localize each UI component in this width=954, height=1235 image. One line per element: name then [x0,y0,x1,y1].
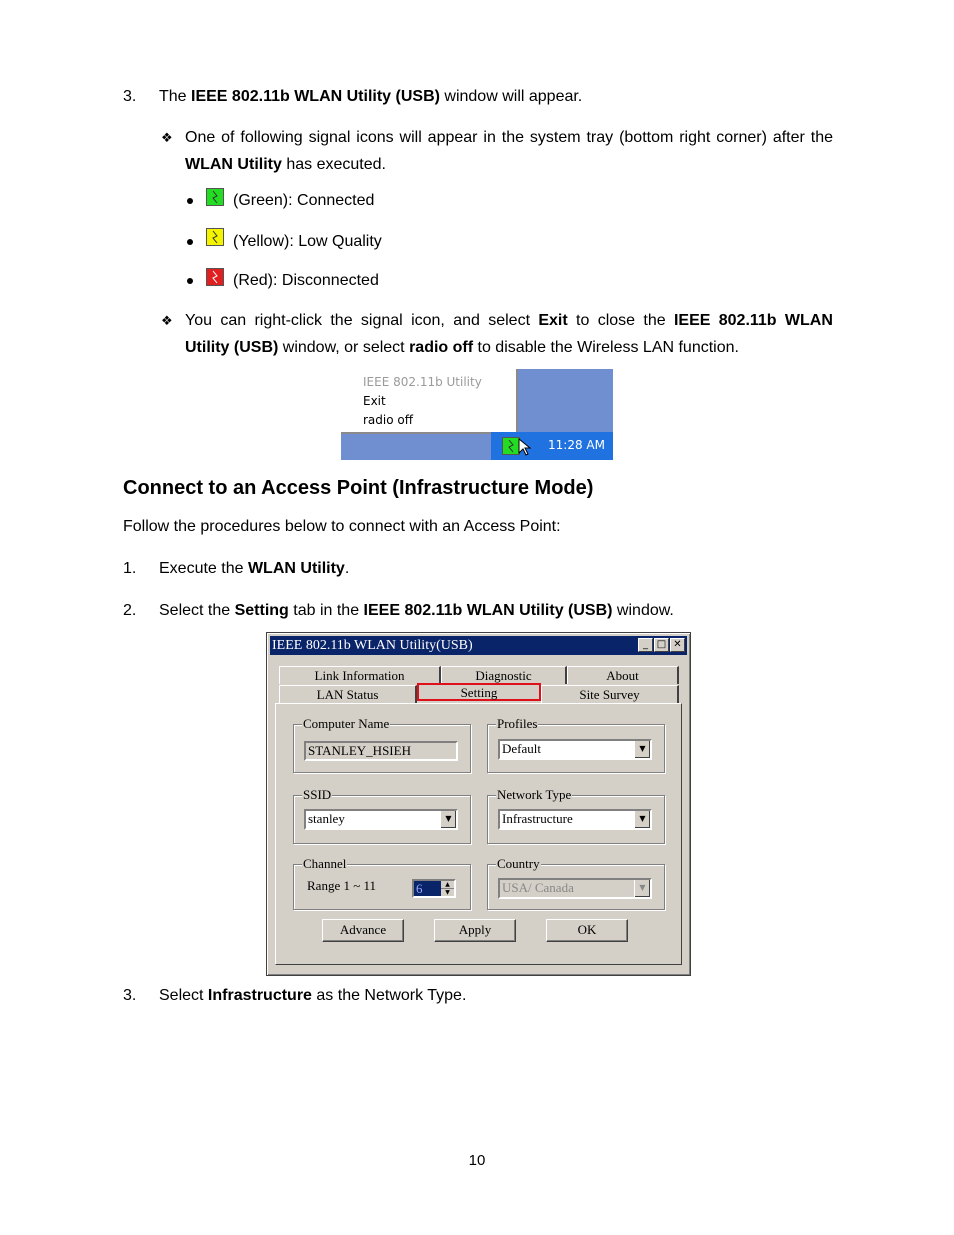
tab-link-information[interactable]: Link Information [279,666,441,684]
ssid-group [293,787,471,844]
spin-up-icon[interactable]: ▲ [441,881,454,889]
profiles-label: Profiles [497,716,538,731]
menu-item-radio-off[interactable]: radio off [363,413,414,427]
bullet-icon [187,198,193,204]
computer-name-label: Computer Name [303,716,390,731]
maximize-button[interactable]: □ [654,638,669,652]
note-line: WLAN Utility has executed. [185,156,386,173]
tab-setting[interactable]: Setting [417,683,541,701]
chevron-down-icon[interactable]: ▼ [440,811,456,828]
computer-name-group [293,716,471,773]
step-number: 3. [123,88,137,105]
signal-label: (Green): Connected [233,192,375,209]
tab-site-survey[interactable]: Site Survey [541,685,679,703]
country-group [487,856,665,910]
chevron-down-icon[interactable]: ▼ [634,811,650,828]
signal-label: (Red): Disconnected [233,272,379,289]
minimize-button[interactable]: _ [638,638,653,652]
tab-lan-status[interactable]: LAN Status [279,685,417,703]
country-dropdown[interactable] [498,878,652,899]
section-heading: Connect to an Access Point (Infrastructure Mode) [123,477,594,499]
profiles-dropdown[interactable] [498,739,652,760]
network-type-group [487,787,665,844]
window-title: IEEE 802.11b WLAN Utility(USB) [272,638,473,653]
wlan-utility-window [266,632,691,976]
profiles-group [487,716,665,773]
chevron-down-icon[interactable]: ▼ [634,741,650,758]
clock: 11:28 AM [548,438,605,452]
step-text: The IEEE 802.11b WLAN Utility (USB) window will appear. [159,88,583,105]
note-line: One of following signal icons will appear in the system tray (bottom right corner) after the [185,129,833,146]
spin-down-icon[interactable]: ▼ [441,889,454,896]
tab-diagnostic[interactable]: Diagnostic [441,666,567,684]
yellow-signal-icon [206,228,224,246]
step-text: Select the Setting tab in the IEEE 802.11b WLAN Utility (USB) window. [159,602,674,619]
channel-label: Channel [303,856,347,871]
tray-context-menu [341,369,518,434]
tab-about[interactable]: About [567,666,679,684]
network-type-value: Infrastructure [502,811,573,826]
country-value: USA/ Canada [502,880,574,895]
channel-range: Range 1 ~ 11 [307,878,377,893]
menu-title: IEEE 802.11b Utility [363,375,482,389]
red-signal-icon [206,268,224,286]
computer-name-field[interactable]: STANLEY_HSIEH [304,741,458,761]
title-bar [270,636,687,655]
signal-label: (Yellow): Low Quality [233,233,382,250]
page-number: 10 [468,1152,486,1169]
channel-stepper[interactable] [412,879,456,898]
ssid-label: SSID [303,787,332,802]
step-number: 1. [123,560,137,577]
close-button[interactable]: ✕ [670,638,685,652]
ssid-value: stanley [308,811,345,826]
bullet-icon [187,278,193,284]
channel-group [293,856,471,910]
diamond-bullet-icon: ❖ [161,313,173,328]
step-text: Execute the WLAN Utility. [159,560,350,577]
ssid-dropdown[interactable] [304,809,458,830]
step-number: 2. [123,602,137,619]
intro-text: Follow the procedures below to connect with an Access Point: [123,518,561,535]
country-label: Country [497,856,540,871]
step-text: Select Infrastructure as the Network Type. [159,987,467,1004]
step-number: 3. [123,987,137,1004]
note-line: You can right-click the signal icon, and select Exit to close the IEEE 802.11b WLAN [185,312,833,329]
apply-button[interactable]: Apply [434,919,516,942]
network-type-dropdown[interactable] [498,809,652,830]
taskbar [491,432,613,460]
diamond-bullet-icon: ❖ [161,130,173,145]
chevron-down-icon[interactable]: ▼ [634,880,650,897]
menu-item-exit[interactable]: Exit [363,394,386,408]
ok-button[interactable]: OK [546,919,628,942]
network-type-label: Network Type [497,787,572,802]
advance-button[interactable]: Advance [322,919,404,942]
green-signal-icon [206,188,224,206]
profiles-value: Default [502,741,541,756]
note-line: Utility (USB) window, or select radio off to disable the Wireless LAN function. [185,339,739,356]
tray-screenshot [341,369,613,460]
channel-value: 6 [414,881,441,896]
cursor-icon [518,438,534,458]
bullet-icon [187,239,193,245]
